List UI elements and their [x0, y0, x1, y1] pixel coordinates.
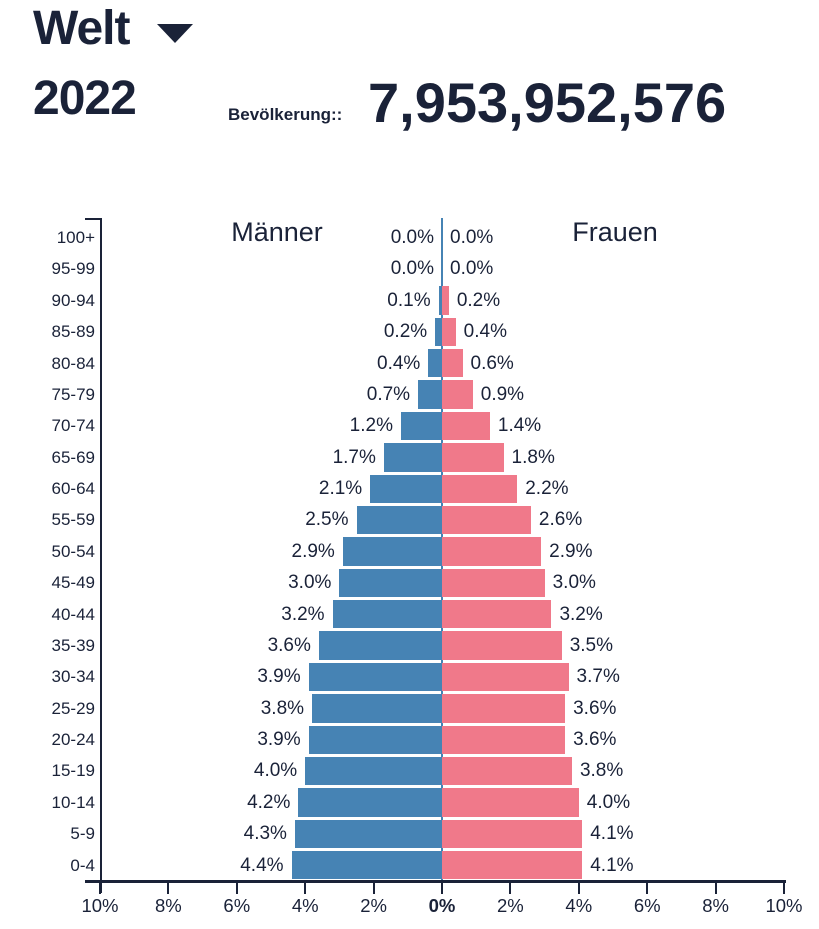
male-series-title: Männer	[231, 217, 323, 247]
female-value-label: 3.7%	[576, 666, 620, 688]
x-axis-tick	[578, 883, 580, 894]
male-value-label: 3.9%	[257, 666, 301, 688]
male-value-label: 0.2%	[383, 321, 428, 343]
x-axis-tick	[373, 883, 375, 894]
pyramid-row	[0, 850, 819, 881]
male-bar[interactable]	[298, 788, 442, 816]
pyramid-row	[0, 253, 819, 284]
male-bar[interactable]	[305, 757, 442, 785]
age-group-label: 10-14	[51, 792, 95, 812]
female-value-label: 0.4%	[463, 321, 507, 343]
x-axis-tick	[304, 883, 306, 894]
female-bar[interactable]	[442, 537, 541, 565]
male-value-label: 4.2%	[247, 791, 291, 813]
age-group-label: 45-49	[51, 573, 95, 593]
male-value-label: 0.0%	[390, 258, 434, 280]
male-value-label: 0.1%	[387, 289, 431, 311]
male-bar[interactable]	[309, 726, 442, 754]
age-group-label: 30-34	[51, 667, 95, 687]
male-bar[interactable]	[309, 663, 442, 691]
female-bar[interactable]	[442, 788, 579, 816]
pyramid-row	[0, 316, 819, 347]
pyramid-row	[0, 536, 819, 567]
population-value: 7,953,952,576	[368, 71, 727, 134]
male-bar[interactable]	[384, 443, 442, 471]
age-group-label: 15-19	[51, 761, 95, 781]
age-group-label: 40-44	[51, 604, 95, 624]
female-bar[interactable]	[442, 380, 473, 408]
male-value-label: 4.0%	[253, 760, 298, 782]
male-bar[interactable]	[370, 475, 442, 503]
male-bar[interactable]	[343, 537, 442, 565]
pyramid-row	[0, 599, 819, 630]
x-axis-tick-label: 4%	[565, 895, 593, 916]
pyramid-row	[0, 442, 819, 473]
pyramid-row	[0, 348, 819, 379]
x-axis-tick-label: 10%	[765, 895, 803, 916]
female-value-label: 2.2%	[525, 478, 569, 500]
pyramid-row	[0, 755, 819, 786]
x-axis-tick	[509, 883, 511, 894]
pyramid-row	[0, 285, 819, 316]
male-value-label: 3.8%	[260, 697, 305, 719]
male-bar[interactable]	[435, 318, 442, 346]
female-bar[interactable]	[442, 286, 449, 314]
male-bar[interactable]	[292, 851, 442, 879]
female-bar[interactable]	[442, 663, 569, 691]
pyramid-row	[0, 787, 819, 818]
female-value-label: 3.6%	[573, 697, 617, 719]
female-bar[interactable]	[442, 443, 504, 471]
female-bar[interactable]	[442, 820, 582, 848]
region-name[interactable]: Welt	[33, 2, 130, 55]
y-axis-top-cap	[85, 218, 102, 220]
female-value-label: 2.6%	[538, 509, 583, 531]
region-dropdown[interactable]	[33, 2, 193, 55]
female-value-label: 1.4%	[497, 415, 542, 437]
x-axis-tick	[783, 883, 785, 894]
male-value-label: 2.9%	[291, 540, 335, 562]
female-bar[interactable]	[442, 757, 572, 785]
x-axis-tick-label: 2%	[360, 895, 387, 916]
male-bar[interactable]	[319, 631, 442, 659]
pyramid-row	[0, 567, 819, 598]
male-value-label: 3.9%	[257, 729, 301, 751]
male-bar[interactable]	[295, 820, 442, 848]
age-group-label: 5-9	[70, 824, 95, 844]
female-bar[interactable]	[442, 349, 463, 377]
pyramid-row	[0, 693, 819, 724]
x-axis-tick	[236, 883, 238, 894]
female-bar[interactable]	[442, 506, 531, 534]
age-group-label: 70-74	[51, 416, 95, 436]
year-label: 2022	[33, 72, 136, 125]
female-bar[interactable]	[442, 600, 551, 628]
pyramid-row	[0, 661, 819, 692]
male-value-label: 0.7%	[366, 383, 411, 405]
female-value-label: 2.9%	[549, 540, 593, 562]
female-value-label: 3.6%	[573, 729, 617, 751]
pyramid-row	[0, 473, 819, 504]
female-bar[interactable]	[442, 726, 565, 754]
male-value-label: 1.7%	[332, 446, 376, 468]
female-value-label: 0.2%	[456, 289, 501, 311]
x-axis-tick	[99, 883, 101, 894]
population-label: Bevölkerung::	[228, 105, 343, 124]
female-series-title: Frauen	[572, 217, 658, 247]
x-axis-tick-label: 0%	[428, 895, 456, 916]
x-axis-tick-label: 2%	[497, 895, 524, 916]
male-value-label: 3.6%	[267, 634, 311, 656]
male-value-label: 3.2%	[281, 603, 325, 625]
female-value-label: 0.9%	[480, 383, 525, 405]
age-group-label: 25-29	[51, 698, 95, 718]
age-group-label: 35-39	[51, 635, 95, 655]
x-axis-tick-label: 8%	[702, 895, 729, 916]
x-axis-tick-label: 4%	[291, 895, 319, 916]
age-group-label: 100+	[56, 228, 95, 247]
pyramid-row	[0, 630, 819, 661]
x-axis-tick-label: 8%	[155, 895, 182, 916]
age-group-label: 20-24	[51, 730, 95, 750]
x-axis-tick	[441, 883, 443, 894]
female-value-label: 4.1%	[590, 854, 634, 876]
pyramid-row	[0, 379, 819, 410]
chevron-down-icon[interactable]	[157, 24, 193, 43]
pyramid-row	[0, 504, 819, 535]
female-value-label: 4.0%	[586, 791, 631, 813]
pyramid-row	[0, 410, 819, 441]
female-value-label: 4.1%	[590, 823, 634, 845]
female-bar[interactable]	[442, 412, 490, 440]
female-value-label: 3.0%	[552, 572, 596, 594]
pyramid-row	[0, 724, 819, 755]
age-group-label: 80-84	[51, 353, 95, 373]
female-value-label: 0.0%	[450, 258, 494, 280]
male-bar[interactable]	[401, 412, 442, 440]
male-bar[interactable]	[357, 506, 443, 534]
x-axis-tick	[167, 883, 169, 894]
male-bar[interactable]	[333, 600, 442, 628]
male-value-label: 2.5%	[305, 509, 349, 531]
male-value-label: 4.3%	[243, 823, 287, 845]
male-bar[interactable]	[312, 694, 442, 722]
male-bar[interactable]	[418, 380, 442, 408]
female-bar[interactable]	[442, 318, 456, 346]
female-value-label: 3.8%	[579, 760, 624, 782]
male-bar[interactable]	[428, 349, 442, 377]
male-value-label: 2.1%	[318, 478, 363, 500]
female-value-label: 3.5%	[569, 634, 613, 656]
male-value-label: 0.0%	[390, 227, 434, 248]
male-value-label: 4.4%	[240, 854, 284, 876]
female-bar[interactable]	[442, 475, 517, 503]
male-value-label: 1.2%	[349, 415, 393, 437]
female-value-label: 1.8%	[511, 446, 555, 468]
x-axis-tick	[646, 883, 648, 894]
age-group-label: 55-59	[51, 510, 95, 530]
age-group-label: 75-79	[51, 384, 95, 404]
x-axis-tick-label: 6%	[633, 895, 661, 916]
age-group-label: 65-69	[51, 447, 95, 467]
age-group-label: 50-54	[51, 541, 95, 561]
male-bar[interactable]	[339, 569, 442, 597]
female-value-label: 3.2%	[559, 603, 603, 625]
female-bar[interactable]	[442, 631, 562, 659]
age-group-label: 85-89	[51, 322, 95, 342]
age-group-label: 90-94	[51, 290, 95, 310]
age-group-label: 60-64	[51, 479, 95, 499]
female-bar[interactable]	[442, 851, 582, 879]
x-axis-tick	[715, 883, 717, 894]
x-axis-tick-label: 6%	[223, 895, 251, 916]
male-value-label: 3.0%	[288, 572, 332, 594]
pyramid-row	[0, 222, 819, 253]
female-value-label: 0.0%	[450, 227, 494, 248]
x-axis-tick-label: 10%	[81, 895, 119, 916]
pyramid-row	[0, 818, 819, 849]
female-value-label: 0.6%	[470, 352, 514, 374]
female-bar[interactable]	[442, 694, 565, 722]
age-group-label: 0-4	[70, 855, 95, 875]
age-group-label: 95-99	[51, 259, 95, 279]
female-bar[interactable]	[442, 569, 545, 597]
male-value-label: 0.4%	[377, 352, 421, 374]
